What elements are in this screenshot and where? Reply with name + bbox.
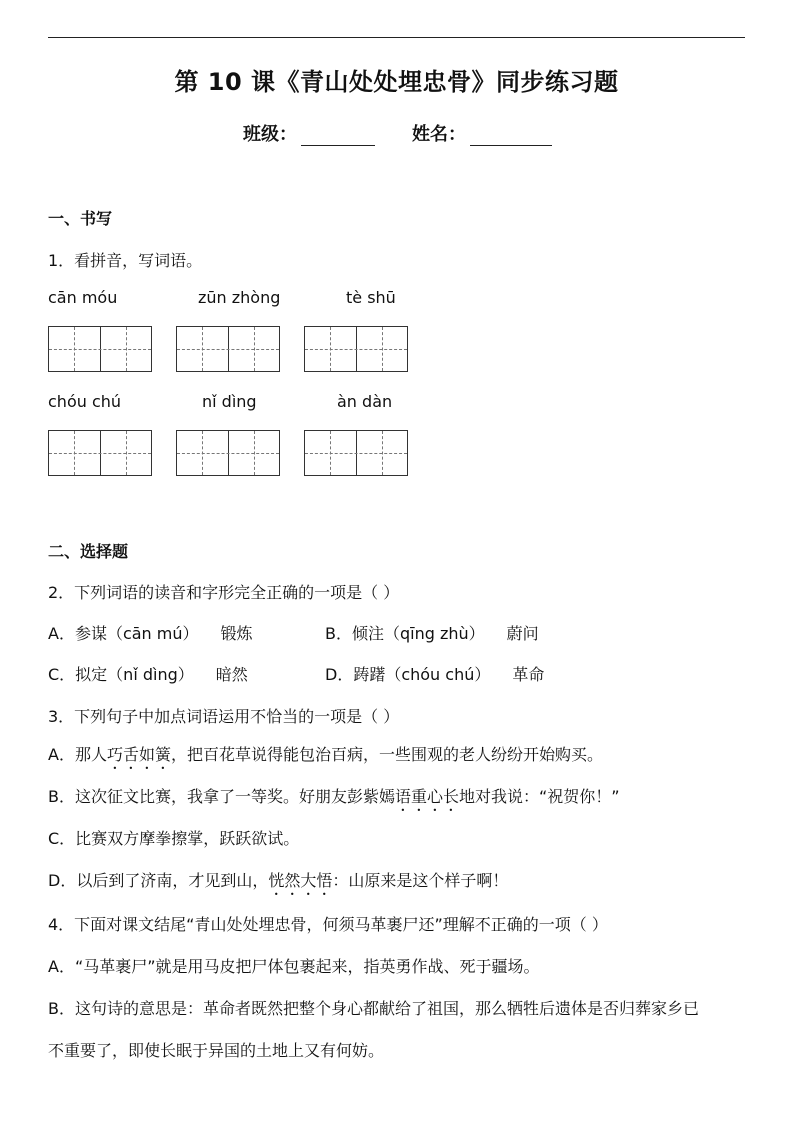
pinyin-3: tè shū [346, 288, 396, 307]
question-1: 1．看拼音，写词语。 [48, 251, 203, 270]
name-blank[interactable] [470, 127, 552, 146]
q4-option-a[interactable]: A．“马革裹尸”就是用马皮把尸体包裹起来，指英勇作战、死于疆场。 [48, 957, 540, 976]
q2-option-c[interactable] [48, 662, 248, 685]
q2-option-d[interactable] [325, 662, 544, 685]
q3-c-pre: C．比赛双方 [48, 829, 140, 848]
question-3: 3．下列句子中加点词语运用不恰当的一项是（ ） [48, 707, 400, 726]
q3-a-post: ，把百花草说得能包治百病，一些围观的老人纷纷开始购买。 [170, 745, 603, 764]
writing-grid-6[interactable] [304, 430, 408, 476]
writing-grid-5[interactable] [176, 430, 280, 476]
pinyin-6: àn dàn [337, 392, 393, 411]
pinyin-4: chóu chú [48, 392, 122, 411]
pinyin-5: nǐ dìng [202, 392, 257, 411]
q2-option-d-word: 革命 [512, 665, 545, 684]
top-rule [48, 37, 745, 38]
q3-option-b[interactable] [48, 784, 620, 815]
q2-option-a-word: 锻炼 [220, 624, 253, 643]
q2-option-c-label: C．拟定（nǐ dìng） [48, 665, 194, 684]
class-blank[interactable] [301, 127, 375, 146]
q2-option-b[interactable] [325, 621, 539, 644]
q2-option-d-label: D．踌躇（chóu chú） [325, 665, 491, 684]
q3-c-post: ，跃跃欲试。 [203, 829, 300, 848]
writing-grid-4[interactable] [48, 430, 152, 476]
q3-b-dotted-word: 语重心长 [394, 787, 459, 806]
q2-option-c-word: 暗然 [215, 665, 248, 684]
q3-d-dotted-word: 恍然大悟 [268, 871, 333, 890]
q3-option-d[interactable] [48, 868, 508, 899]
q3-d-post: ：山原来是这个样子啊！ [332, 871, 509, 890]
q4-option-b-line1[interactable]: B．这句诗的意思是：革命者既然把整个身心都献给了祖国，那么牺牲后遗体是否归葬家乡已 [48, 999, 699, 1018]
writing-grid-2[interactable] [176, 326, 280, 372]
q2-option-a-label: A．参谋（cān mú） [48, 624, 199, 643]
question-2: 2．下列词语的读音和字形完全正确的一项是（ ） [48, 583, 400, 602]
q3-a-pre: A．那人 [48, 745, 107, 764]
writing-grid-3[interactable] [304, 326, 408, 372]
q2-option-b-label: B．倾注（qīng zhù） [325, 624, 485, 643]
q2-option-b-word: 蔚问 [506, 624, 539, 643]
q3-b-pre: B．这次征文比赛，我拿了一等奖。好朋友彭紫嫣 [48, 787, 395, 806]
q3-c-word: 摩拳擦掌 [139, 829, 204, 848]
q4-option-b-line2: 不重要了，即使长眠于异国的土地上又有何妨。 [48, 1041, 385, 1060]
question-4: 4．下面对课文结尾“青山处处埋忠骨，何须马革裹尸还”理解不正确的一项（ ） [48, 915, 608, 934]
name-label: 姓名： [412, 124, 466, 145]
name-field [412, 120, 552, 146]
q3-d-pre: D．以后到了济南，才见到山， [48, 871, 269, 890]
class-label: 班级： [243, 124, 297, 145]
q3-option-a[interactable] [48, 742, 603, 773]
page-title: 第 10 课《青山处处埋忠骨》同步练习题 [174, 68, 619, 96]
section-heading-writing: 一、书写 [48, 209, 113, 228]
q2-option-a[interactable] [48, 621, 253, 644]
class-field [243, 120, 375, 146]
pinyin-2: zūn zhòng [198, 288, 281, 307]
writing-grid-1[interactable] [48, 326, 152, 372]
pinyin-1: cān móu [48, 288, 118, 307]
q3-a-dotted-word: 巧舌如簧 [106, 745, 171, 764]
q3-b-post: 地对我说：“祝贺你！” [459, 787, 620, 806]
q3-option-c[interactable] [48, 826, 299, 849]
section-heading-choice: 二、选择题 [48, 542, 129, 561]
